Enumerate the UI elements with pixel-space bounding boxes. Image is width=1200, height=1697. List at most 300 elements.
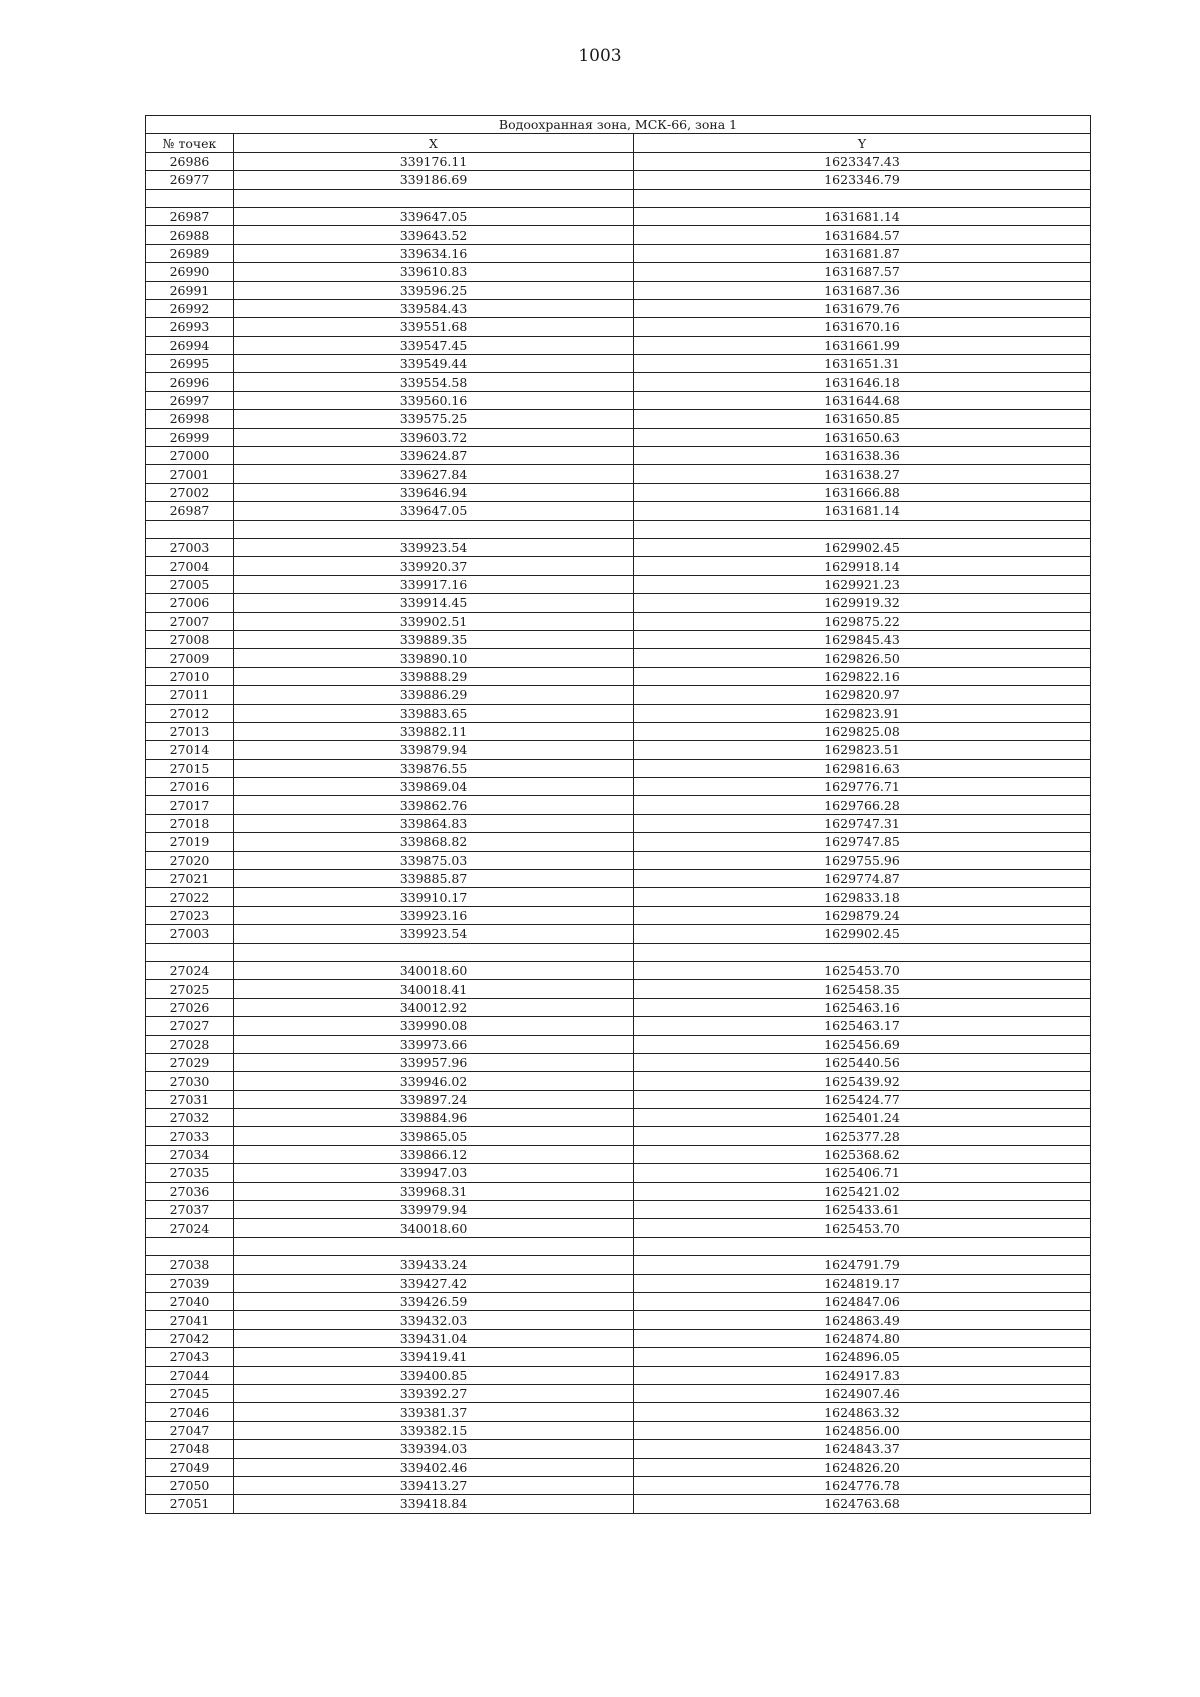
point-number-cell: 26996 (146, 373, 234, 391)
x-coordinate-cell (234, 189, 634, 207)
y-coordinate-cell: 1625439.92 (634, 1072, 1091, 1090)
point-number-cell: 27003 (146, 925, 234, 943)
table-row (146, 649, 1091, 667)
table-row (146, 1495, 1091, 1513)
point-number-cell: 27032 (146, 1109, 234, 1127)
x-coordinate-cell: 339884.96 (234, 1109, 634, 1127)
table-row (146, 1384, 1091, 1402)
y-coordinate-cell: 1629820.97 (634, 686, 1091, 704)
point-number-cell: 27031 (146, 1090, 234, 1108)
x-coordinate-cell: 339866.12 (234, 1145, 634, 1163)
point-number-cell: 27027 (146, 1017, 234, 1035)
x-coordinate-cell: 339990.08 (234, 1017, 634, 1035)
x-coordinate-cell: 339875.03 (234, 851, 634, 869)
point-number-cell: 27021 (146, 870, 234, 888)
table-row (146, 373, 1091, 391)
x-coordinate-cell: 339885.87 (234, 870, 634, 888)
table-row (146, 851, 1091, 869)
point-number-cell: 26987 (146, 502, 234, 520)
y-coordinate-cell: 1624826.20 (634, 1458, 1091, 1476)
table-row (146, 1311, 1091, 1329)
point-number-cell: 27033 (146, 1127, 234, 1145)
table-row (146, 1440, 1091, 1458)
y-coordinate-cell: 1629822.16 (634, 667, 1091, 685)
table-row (146, 925, 1091, 943)
x-coordinate-cell: 339882.11 (234, 722, 634, 740)
x-coordinate-cell: 339426.59 (234, 1293, 634, 1311)
y-coordinate-cell: 1629875.22 (634, 612, 1091, 630)
separator-row (146, 189, 1091, 207)
y-coordinate-cell: 1625377.28 (634, 1127, 1091, 1145)
x-coordinate-cell (234, 943, 634, 961)
x-coordinate-cell: 339394.03 (234, 1440, 634, 1458)
table-row (146, 1256, 1091, 1274)
y-coordinate-cell: 1623347.43 (634, 152, 1091, 170)
table-row (146, 778, 1091, 796)
y-coordinate-cell: 1624874.80 (634, 1329, 1091, 1347)
x-coordinate-cell: 339946.02 (234, 1072, 634, 1090)
point-number-cell: 27002 (146, 483, 234, 501)
y-coordinate-cell: 1631661.99 (634, 336, 1091, 354)
table-row (146, 1145, 1091, 1163)
y-coordinate-cell: 1629776.71 (634, 778, 1091, 796)
y-coordinate-cell: 1631687.57 (634, 263, 1091, 281)
table-row (146, 575, 1091, 593)
table-row (146, 336, 1091, 354)
point-number-cell: 27022 (146, 888, 234, 906)
y-coordinate-cell: 1629823.91 (634, 704, 1091, 722)
table-row (146, 961, 1091, 979)
y-coordinate-cell: 1629902.45 (634, 538, 1091, 556)
y-coordinate-cell: 1629918.14 (634, 557, 1091, 575)
point-number-cell: 27041 (146, 1311, 234, 1329)
point-number-cell: 27045 (146, 1384, 234, 1402)
table-row (146, 1182, 1091, 1200)
x-coordinate-cell: 339643.52 (234, 226, 634, 244)
x-coordinate-cell: 340018.60 (234, 1219, 634, 1237)
y-coordinate-cell: 1625401.24 (634, 1109, 1091, 1127)
y-coordinate-cell: 1629921.23 (634, 575, 1091, 593)
x-coordinate-cell: 339879.94 (234, 741, 634, 759)
point-number-cell: 27015 (146, 759, 234, 777)
table-row (146, 1348, 1091, 1366)
point-number-cell: 27017 (146, 796, 234, 814)
table-row (146, 998, 1091, 1016)
y-coordinate-cell (634, 1237, 1091, 1255)
table-row (146, 667, 1091, 685)
table-row (146, 833, 1091, 851)
point-number-cell: 27026 (146, 998, 234, 1016)
y-coordinate-cell: 1624791.79 (634, 1256, 1091, 1274)
point-number-cell: 26987 (146, 207, 234, 225)
y-coordinate-cell: 1624847.06 (634, 1293, 1091, 1311)
point-number-cell: 27046 (146, 1403, 234, 1421)
y-coordinate-cell: 1631650.85 (634, 410, 1091, 428)
table-row (146, 1476, 1091, 1494)
x-coordinate-cell: 339392.27 (234, 1384, 634, 1402)
point-number-cell: 27009 (146, 649, 234, 667)
y-coordinate-cell: 1629766.28 (634, 796, 1091, 814)
y-coordinate-cell: 1631651.31 (634, 355, 1091, 373)
y-coordinate-cell: 1625424.77 (634, 1090, 1091, 1108)
point-number-cell: 26999 (146, 428, 234, 446)
y-coordinate-cell: 1631666.88 (634, 483, 1091, 501)
x-coordinate-cell: 339382.15 (234, 1421, 634, 1439)
point-number-cell: 27014 (146, 741, 234, 759)
x-coordinate-cell: 339889.35 (234, 630, 634, 648)
header-y: Y (634, 134, 1091, 152)
table-row (146, 281, 1091, 299)
y-coordinate-cell: 1631679.76 (634, 299, 1091, 317)
y-coordinate-cell (634, 520, 1091, 538)
point-number-cell: 27034 (146, 1145, 234, 1163)
x-coordinate-cell: 339554.58 (234, 373, 634, 391)
y-coordinate-cell (634, 943, 1091, 961)
x-coordinate-cell: 340018.60 (234, 961, 634, 979)
point-number-cell: 27025 (146, 980, 234, 998)
point-number-cell: 27011 (146, 686, 234, 704)
x-coordinate-cell: 339427.42 (234, 1274, 634, 1292)
x-coordinate-cell: 339979.94 (234, 1201, 634, 1219)
point-number-cell: 27018 (146, 814, 234, 832)
table-row (146, 870, 1091, 888)
y-coordinate-cell: 1631681.87 (634, 244, 1091, 262)
y-coordinate-cell: 1624819.17 (634, 1274, 1091, 1292)
y-coordinate-cell: 1629747.85 (634, 833, 1091, 851)
point-number-cell: 27035 (146, 1164, 234, 1182)
point-number-cell: 27044 (146, 1366, 234, 1384)
point-number-cell: 26998 (146, 410, 234, 428)
table-row (146, 1072, 1091, 1090)
y-coordinate-cell: 1631638.36 (634, 447, 1091, 465)
separator-row (146, 943, 1091, 961)
point-number-cell: 26977 (146, 171, 234, 189)
point-number-cell: 27023 (146, 906, 234, 924)
x-coordinate-cell: 339400.85 (234, 1366, 634, 1384)
x-coordinate-cell: 339575.25 (234, 410, 634, 428)
point-number-cell (146, 1237, 234, 1255)
y-coordinate-cell: 1631638.27 (634, 465, 1091, 483)
x-coordinate-cell: 339886.29 (234, 686, 634, 704)
x-coordinate-cell: 339624.87 (234, 447, 634, 465)
table-row (146, 1053, 1091, 1071)
y-coordinate-cell: 1629825.08 (634, 722, 1091, 740)
point-number-cell: 26995 (146, 355, 234, 373)
table-row (146, 226, 1091, 244)
x-coordinate-cell: 339547.45 (234, 336, 634, 354)
x-coordinate-cell: 339869.04 (234, 778, 634, 796)
x-coordinate-cell: 340012.92 (234, 998, 634, 1016)
x-coordinate-cell: 339381.37 (234, 1403, 634, 1421)
x-coordinate-cell: 339419.41 (234, 1348, 634, 1366)
table-row (146, 410, 1091, 428)
point-number-cell: 27042 (146, 1329, 234, 1347)
y-coordinate-cell: 1629919.32 (634, 594, 1091, 612)
table-row (146, 465, 1091, 483)
point-number-cell: 27040 (146, 1293, 234, 1311)
table-row (146, 171, 1091, 189)
y-coordinate-cell: 1625440.56 (634, 1053, 1091, 1071)
y-coordinate-cell: 1625421.02 (634, 1182, 1091, 1200)
table-row (146, 318, 1091, 336)
point-number-cell: 26991 (146, 281, 234, 299)
x-coordinate-cell: 339402.46 (234, 1458, 634, 1476)
x-coordinate-cell: 339433.24 (234, 1256, 634, 1274)
x-coordinate-cell: 339923.16 (234, 906, 634, 924)
table-row (146, 704, 1091, 722)
point-number-cell: 27012 (146, 704, 234, 722)
point-number-cell (146, 189, 234, 207)
table-row (146, 1017, 1091, 1035)
y-coordinate-cell: 1629879.24 (634, 906, 1091, 924)
x-coordinate-cell (234, 1237, 634, 1255)
y-coordinate-cell: 1625458.35 (634, 980, 1091, 998)
table-row (146, 594, 1091, 612)
table-row (146, 428, 1091, 446)
table-row (146, 1127, 1091, 1145)
y-coordinate-cell: 1629845.43 (634, 630, 1091, 648)
point-number-cell: 27028 (146, 1035, 234, 1053)
y-coordinate-cell: 1624763.68 (634, 1495, 1091, 1513)
point-number-cell: 27050 (146, 1476, 234, 1494)
point-number-cell: 27030 (146, 1072, 234, 1090)
table-row (146, 814, 1091, 832)
table-row (146, 1421, 1091, 1439)
y-coordinate-cell: 1629755.96 (634, 851, 1091, 869)
y-coordinate-cell: 1624843.37 (634, 1440, 1091, 1458)
y-coordinate-cell (634, 189, 1091, 207)
point-number-cell: 27048 (146, 1440, 234, 1458)
table-row (146, 906, 1091, 924)
point-number-cell: 27043 (146, 1348, 234, 1366)
x-coordinate-cell (234, 520, 634, 538)
x-coordinate-cell: 339862.76 (234, 796, 634, 814)
y-coordinate-cell: 1624863.49 (634, 1311, 1091, 1329)
y-coordinate-cell: 1629816.63 (634, 759, 1091, 777)
x-coordinate-cell: 339551.68 (234, 318, 634, 336)
point-number-cell: 27005 (146, 575, 234, 593)
point-number-cell: 26993 (146, 318, 234, 336)
x-coordinate-cell: 339603.72 (234, 428, 634, 446)
x-coordinate-cell: 339968.31 (234, 1182, 634, 1200)
y-coordinate-cell: 1625368.62 (634, 1145, 1091, 1163)
point-number-cell: 26992 (146, 299, 234, 317)
point-number-cell: 27016 (146, 778, 234, 796)
table-row (146, 391, 1091, 409)
table-row (146, 207, 1091, 225)
x-coordinate-cell: 339560.16 (234, 391, 634, 409)
point-number-cell: 26990 (146, 263, 234, 281)
point-number-cell: 27051 (146, 1495, 234, 1513)
x-coordinate-cell: 339186.69 (234, 171, 634, 189)
table-row (146, 1035, 1091, 1053)
point-number-cell: 27036 (146, 1182, 234, 1200)
point-number-cell: 27029 (146, 1053, 234, 1071)
y-coordinate-cell: 1631681.14 (634, 502, 1091, 520)
y-coordinate-cell: 1629747.31 (634, 814, 1091, 832)
y-coordinate-cell: 1629902.45 (634, 925, 1091, 943)
x-coordinate-cell: 339868.82 (234, 833, 634, 851)
table-row (146, 152, 1091, 170)
point-number-cell: 27007 (146, 612, 234, 630)
y-coordinate-cell: 1623346.79 (634, 171, 1091, 189)
x-coordinate-cell: 339957.96 (234, 1053, 634, 1071)
x-coordinate-cell: 339647.05 (234, 502, 634, 520)
x-coordinate-cell: 339897.24 (234, 1090, 634, 1108)
y-coordinate-cell: 1629826.50 (634, 649, 1091, 667)
point-number-cell: 27003 (146, 538, 234, 556)
separator-row (146, 520, 1091, 538)
point-number-cell: 26997 (146, 391, 234, 409)
table-row (146, 1201, 1091, 1219)
x-coordinate-cell: 339902.51 (234, 612, 634, 630)
table-row (146, 980, 1091, 998)
table-row (146, 263, 1091, 281)
point-number-cell: 27013 (146, 722, 234, 740)
table-row (146, 1366, 1091, 1384)
y-coordinate-cell: 1631650.63 (634, 428, 1091, 446)
table-row (146, 1109, 1091, 1127)
y-coordinate-cell: 1631681.14 (634, 207, 1091, 225)
table-row (146, 538, 1091, 556)
y-coordinate-cell: 1629833.18 (634, 888, 1091, 906)
y-coordinate-cell: 1631646.18 (634, 373, 1091, 391)
header-x: X (234, 134, 634, 152)
point-number-cell: 26994 (146, 336, 234, 354)
x-coordinate-cell: 339920.37 (234, 557, 634, 575)
y-coordinate-cell: 1624776.78 (634, 1476, 1091, 1494)
y-coordinate-cell: 1631684.57 (634, 226, 1091, 244)
x-coordinate-cell: 339923.54 (234, 925, 634, 943)
x-coordinate-cell: 339634.16 (234, 244, 634, 262)
point-number-cell: 27037 (146, 1201, 234, 1219)
table-row (146, 355, 1091, 373)
y-coordinate-cell: 1625456.69 (634, 1035, 1091, 1053)
table-row (146, 1329, 1091, 1347)
table-row (146, 686, 1091, 704)
table-row (146, 244, 1091, 262)
point-number-cell: 27001 (146, 465, 234, 483)
table-row (146, 759, 1091, 777)
table-row (146, 796, 1091, 814)
page-number: 1003 (578, 46, 622, 66)
x-coordinate-cell: 339917.16 (234, 575, 634, 593)
point-number-cell: 27047 (146, 1421, 234, 1439)
y-coordinate-cell: 1625453.70 (634, 961, 1091, 979)
point-number-cell: 26986 (146, 152, 234, 170)
x-coordinate-cell: 339549.44 (234, 355, 634, 373)
x-coordinate-cell: 339973.66 (234, 1035, 634, 1053)
x-coordinate-cell: 339431.04 (234, 1329, 634, 1347)
table-title-row (146, 116, 1091, 134)
x-coordinate-cell: 339876.55 (234, 759, 634, 777)
table-row (146, 557, 1091, 575)
y-coordinate-cell: 1629774.87 (634, 870, 1091, 888)
y-coordinate-cell: 1631644.68 (634, 391, 1091, 409)
point-number-cell: 27038 (146, 1256, 234, 1274)
y-coordinate-cell: 1624863.32 (634, 1403, 1091, 1421)
y-coordinate-cell: 1624917.83 (634, 1366, 1091, 1384)
x-coordinate-cell: 339432.03 (234, 1311, 634, 1329)
table-row (146, 722, 1091, 740)
table-title: Водоохранная зона, МСК-66, зона 1 (146, 116, 1091, 134)
x-coordinate-cell: 339947.03 (234, 1164, 634, 1182)
x-coordinate-cell: 339923.54 (234, 538, 634, 556)
table-body (146, 152, 1091, 1513)
table-row (146, 502, 1091, 520)
point-number-cell: 27019 (146, 833, 234, 851)
y-coordinate-cell: 1629823.51 (634, 741, 1091, 759)
y-coordinate-cell: 1625433.61 (634, 1201, 1091, 1219)
y-coordinate-cell: 1624856.00 (634, 1421, 1091, 1439)
table-header-row (146, 134, 1091, 152)
x-coordinate-cell: 339627.84 (234, 465, 634, 483)
point-number-cell: 27008 (146, 630, 234, 648)
point-number-cell: 27039 (146, 1274, 234, 1292)
table-row (146, 741, 1091, 759)
y-coordinate-cell: 1625463.16 (634, 998, 1091, 1016)
table-row (146, 1293, 1091, 1311)
coordinates-table (145, 115, 1091, 1514)
table-row (146, 1090, 1091, 1108)
table-row (146, 1219, 1091, 1237)
y-coordinate-cell: 1631687.36 (634, 281, 1091, 299)
y-coordinate-cell: 1631670.16 (634, 318, 1091, 336)
point-number-cell: 27020 (146, 851, 234, 869)
y-coordinate-cell: 1625406.71 (634, 1164, 1091, 1182)
x-coordinate-cell: 339596.25 (234, 281, 634, 299)
point-number-cell: 27024 (146, 1219, 234, 1237)
x-coordinate-cell: 339914.45 (234, 594, 634, 612)
table-row (146, 1274, 1091, 1292)
point-number-cell: 27004 (146, 557, 234, 575)
point-number-cell: 27000 (146, 447, 234, 465)
x-coordinate-cell: 339418.84 (234, 1495, 634, 1513)
table-row (146, 299, 1091, 317)
point-number-cell: 26989 (146, 244, 234, 262)
x-coordinate-cell: 339864.83 (234, 814, 634, 832)
table-row (146, 447, 1091, 465)
y-coordinate-cell: 1624896.05 (634, 1348, 1091, 1366)
y-coordinate-cell: 1624907.46 (634, 1384, 1091, 1402)
x-coordinate-cell: 339865.05 (234, 1127, 634, 1145)
x-coordinate-cell: 339413.27 (234, 1476, 634, 1494)
table-row (146, 1164, 1091, 1182)
y-coordinate-cell: 1625453.70 (634, 1219, 1091, 1237)
x-coordinate-cell: 339584.43 (234, 299, 634, 317)
x-coordinate-cell: 339883.65 (234, 704, 634, 722)
table-row (146, 630, 1091, 648)
point-number-cell: 27006 (146, 594, 234, 612)
table-row (146, 1458, 1091, 1476)
table-row (146, 888, 1091, 906)
table-row (146, 612, 1091, 630)
x-coordinate-cell: 339176.11 (234, 152, 634, 170)
point-number-cell: 27049 (146, 1458, 234, 1476)
header-point-number: № точек (146, 134, 234, 152)
x-coordinate-cell: 339610.83 (234, 263, 634, 281)
x-coordinate-cell: 339910.17 (234, 888, 634, 906)
point-number-cell (146, 520, 234, 538)
point-number-cell: 26988 (146, 226, 234, 244)
table-row (146, 483, 1091, 501)
x-coordinate-cell: 339890.10 (234, 649, 634, 667)
x-coordinate-cell: 339647.05 (234, 207, 634, 225)
y-coordinate-cell: 1625463.17 (634, 1017, 1091, 1035)
x-coordinate-cell: 339646.94 (234, 483, 634, 501)
x-coordinate-cell: 339888.29 (234, 667, 634, 685)
point-number-cell: 27024 (146, 961, 234, 979)
